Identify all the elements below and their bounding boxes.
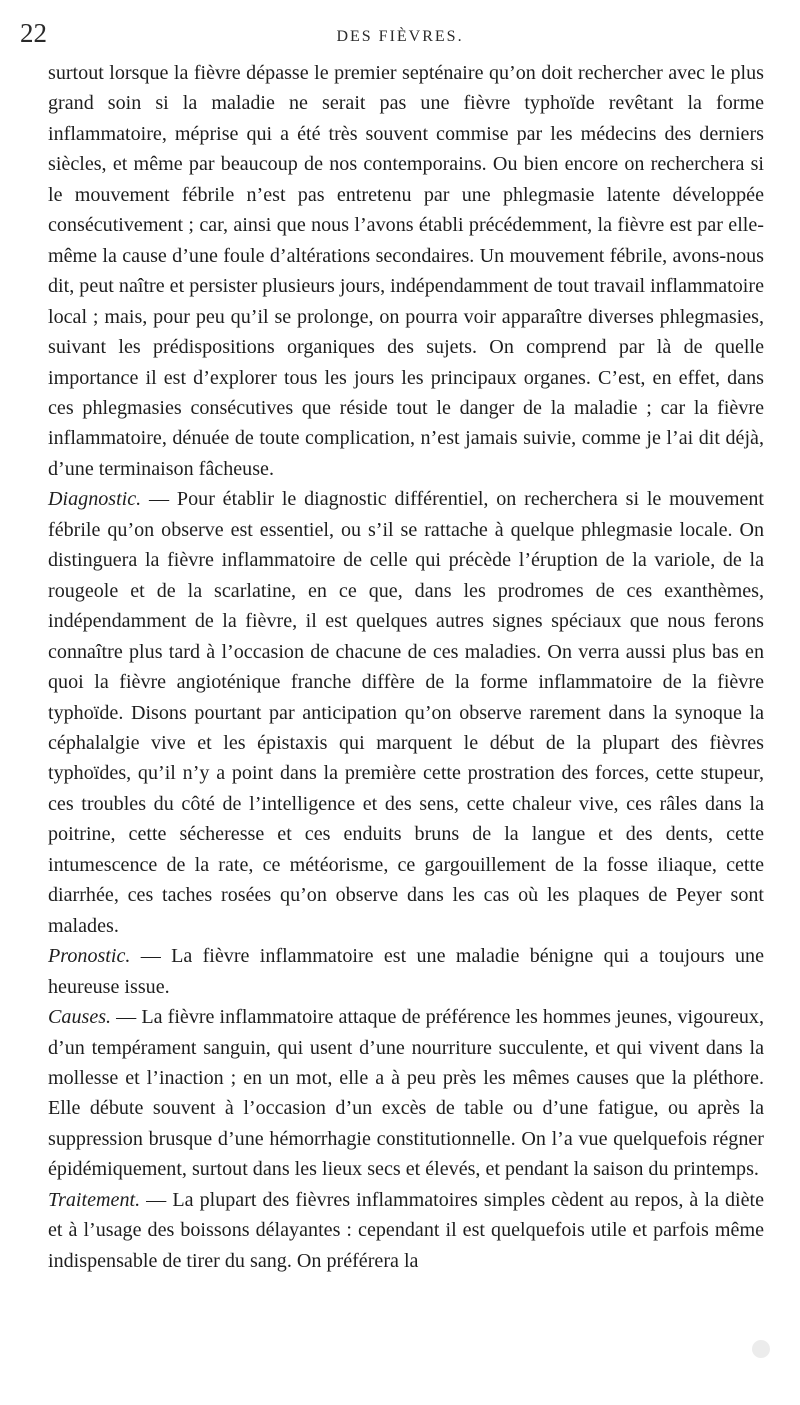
page-header — [0, 16, 800, 52]
paragraph-pronostic — [48, 941, 764, 1002]
paragraph-traitement — [48, 1185, 764, 1276]
running-head: DES FIÈVRES. — [336, 28, 464, 45]
body-text — [48, 58, 764, 1276]
paragraph-text: — La fièvre inflammatoire attaque de préférence les hommes jeunes, vigoureux, d’un tempérament sanguin, qui usent d’une nourriture succulente, et qui vivent dans la mollesse et l’inaction ; en un mot, elle a à peu près les mêmes causes que la pléthore. Elle débute souvent à l’occasion d’un excès de table ou d’une fatigue, ou après la suppression brusque d’une hémorrhagie constitutionnelle. On l’a vue quelquefois régner épidémiquement, surtout dans les lieux secs et élevés, et pendant la saison du printemps. — [48, 1006, 764, 1181]
paragraph-text: — Pour établir le diagnostic différentiel, on recherchera si le mouvement fébrile qu’on observe est essentiel, ou s’il se rattache à quelque phlegmasie locale. On distinguera la fièvre inflammatoire de celle qui précède l’éruption de la variole, de la rougeole et de la scarlatine, en ce que, dans les prodromes de ces exanthèmes, indépendamment de la fièvre, il est quelques autres signes spéciaux que nous ferons connaître plus tard à l’occasion de chacune de ces maladies. On verra aussi plus bas en quoi la fièvre angioténique franche diffère de la forme inflammatoire de la fièvre typhoïde. Disons pourtant par anticipation qu’on observe rarement dans la synoque la céphalalgie vive et les épistaxis qui marquent le début de la plupart des fièvres typhoïdes, qu’il n’y a point dans la première cette prostration des forces, cette stupeur, ces troubles du côté de l’intelligence et des sens, cette chaleur vive, ces râles dans la poitrine, cette sécheresse et ces enduits bruns de la langue et des dents, cette intumescence de la rate, ce météorisme, ce gargouillement de la fosse iliaque, cette diarrhée, ces taches rosées qu’on observe dans les cas où les plaques de Peyer sont malades. — [48, 488, 764, 937]
paragraph-diagnostic — [48, 484, 764, 941]
section-term: Causes. — [48, 1006, 112, 1029]
section-term: Traitement. — [48, 1188, 141, 1211]
page-number: 22 — [20, 18, 47, 48]
paragraph-causes — [48, 1002, 764, 1185]
paragraph-text: surtout lorsque la fièvre dépasse le premier septénaire qu’on doit rechercher avec le plus grand soin si la maladie ne serait pas une fièvre typhoïde revêtant la forme inflammatoire, méprise qui a été très souvent commise par les médecins des derniers siècles, et même par beaucoup de nos contemporains. Ou bien encore on recherchera si le mouvement fébrile n’est pas entretenu par une phlegmasie latente développée consécutivement ; car, ainsi que nous l’avons établi précédemment, la fièvre est par elle-même la cause d’une foule d’altérations secondaires. Un mouvement fébrile, avons-nous dit, peut naître et persister plusieurs jours, indépendamment de tout travail inflammatoire local ; mais, pour peu qu’il se prolonge, on pourra voir apparaître diverses phlegmasies, suivant les prédispositions organiques des sujets. On comprend par là de quelle importance il est d’explorer tous les jours les principaux organes. C’est, en effet, dans ces phlegmasies consécutives que réside tout le danger de la maladie ; car la fièvre inflammatoire, dénuée de toute complication, n’est jamais suivie, comme je l’ai dit déjà, d’une terminaison fâcheuse. — [48, 62, 764, 480]
section-term: Pronostic. — [48, 945, 131, 968]
paragraph-continuation — [48, 58, 764, 484]
paragraph-text: — La fièvre inflammatoire est une maladie bénigne qui a toujours une heureuse issue. — [48, 945, 764, 998]
section-term: Diagnostic. — [48, 488, 142, 511]
paper-smudge — [752, 1340, 770, 1358]
paragraph-text: — La plupart des fièvres inflammatoires simples cèdent au repos, à la diète et à l’usage des boissons délayantes : cependant il est quelquefois utile et parfois même indispensable de tirer du sang. On préférera la — [48, 1188, 764, 1272]
